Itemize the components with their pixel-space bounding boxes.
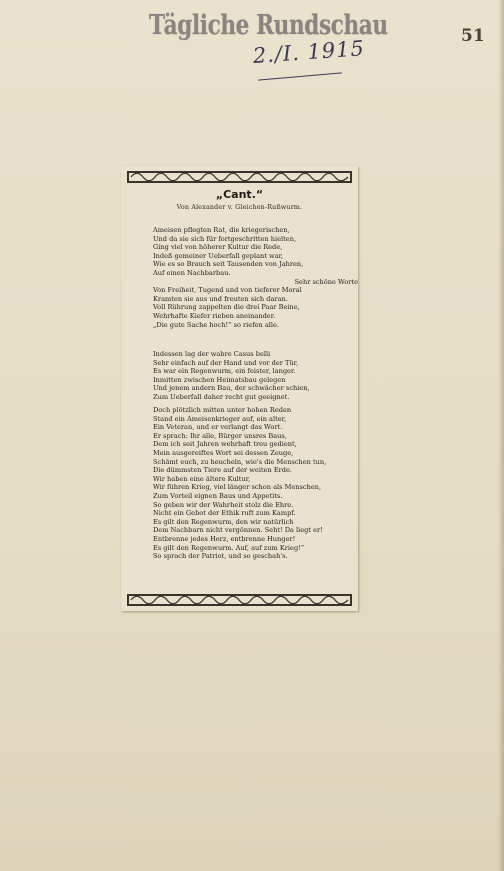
newspaper-clipping <box>121 166 358 611</box>
verse-line: Es war ein Regenwurm, ein feister, langer. <box>153 367 296 376</box>
verse-line: Entbrenne jedes Herz, entbrenne Hunger! <box>153 534 296 543</box>
verse-line: Er sprach: Ihr alle, Bürger unsres Baus, <box>153 431 287 440</box>
verse-line: Wie es so Brauch seit Tausenden von Jahren, <box>153 260 304 269</box>
verse-line: Und jenem andern Bau, der schwächer schien, <box>153 384 310 393</box>
verse-line: So geben wir der Wahrheit stolz die Ehre. <box>153 500 294 509</box>
verse-line: Dem Nachbarn nicht vergönnen. Seht! Da liegt er! <box>153 526 323 535</box>
newspaper-stamp: Tägliche Rundschau <box>149 10 388 41</box>
verse-line: Ameisen pflegten Rat, die kriegerischen, <box>153 226 290 234</box>
handwritten-date: 2./I. 1915 <box>252 36 366 68</box>
stanza-3 <box>153 406 326 561</box>
verse-line: Es gilt den Regenwurm. Auf, auf zum Krieg!“ <box>153 543 305 552</box>
page-number: 51 <box>461 26 485 46</box>
ornament-border-bottom <box>127 594 352 606</box>
verse-line: So sprach der Patriot, und so geschah's. <box>153 552 288 561</box>
verse-line: Wir haben eine ältere Kultur, <box>153 474 251 483</box>
verse-line: Es gilt den Regenwurm, den wir natürlich <box>153 517 294 526</box>
verse-line: Dem ich seit Jahren wehrhaft treu gedient, <box>153 440 297 449</box>
verse-line: Voll Rührung zappelten die drei Paar Beine, <box>153 303 300 312</box>
verse-line: Stand ein Ameisenkrieger auf, ein alter, <box>153 414 287 423</box>
verse-line: Kramten sie aus und freuten sich daran. <box>153 294 288 303</box>
stanza-1 <box>153 226 358 329</box>
verse-line: Mein ausgereiftes Wort sei dessen Zeuge, <box>153 448 294 457</box>
verse-line: Und da sie sich für fortgeschritten hielten, <box>153 234 297 243</box>
verse-line: Auf einen Nachbarbau. <box>153 268 231 277</box>
verse-line: Sehr einfach auf der Hand und vor der Tür, <box>153 358 299 367</box>
verse-line: Zum Vorteil eignen Baus und Appetits. <box>153 491 283 500</box>
verse-line: Indeß gemeiner Ueberfall geplant war, <box>153 251 284 260</box>
date-underline <box>258 72 342 80</box>
stanza-2 <box>153 350 310 402</box>
ornament-border-top <box>127 171 352 183</box>
verse-line: Schämt euch, zu heucheln, wie's die Menschen tun, <box>153 457 327 466</box>
poem-byline: Von Alexander v. Gleichen-Rußwurm. <box>176 204 303 211</box>
verse-line: Die dümmsten Tiere auf der weiten Erde. <box>153 466 293 475</box>
verse-line: Inmitten zwischen Heimatsbau gelegen <box>153 375 286 384</box>
verse-line: Von Freiheit, Tugend und von tieferer Moral <box>153 286 302 295</box>
verse-line: Wir führen Krieg, viel länger schon als Menschen, <box>153 483 322 492</box>
verse-line: Doch plötzlich mitten unter hohen Reden <box>153 406 292 414</box>
verse-line: Sehr schöne Worte <box>294 277 358 286</box>
poem-title: „Cant.“ <box>215 188 264 201</box>
page-edge-shadow <box>498 0 504 871</box>
verse-line: Nicht ein Gebot der Ethik ruft zum Kampf. <box>153 509 296 518</box>
verse-line: Zum Ueberfall daher recht gut geeignet. <box>153 392 290 401</box>
verse-line: Indessen lag der wahre Casus belli <box>153 350 271 358</box>
verse-line: „Die gute Sache hoch!“ so riefen alle. <box>153 320 280 329</box>
verse-line: Ein Veteran, und er verlangt das Wort. <box>153 423 283 432</box>
verse-line: Wehrhafte Kiefer rieben aneinander. <box>153 311 276 320</box>
verse-line: Ging viel von höherer Kultur die Rede, <box>153 243 283 252</box>
